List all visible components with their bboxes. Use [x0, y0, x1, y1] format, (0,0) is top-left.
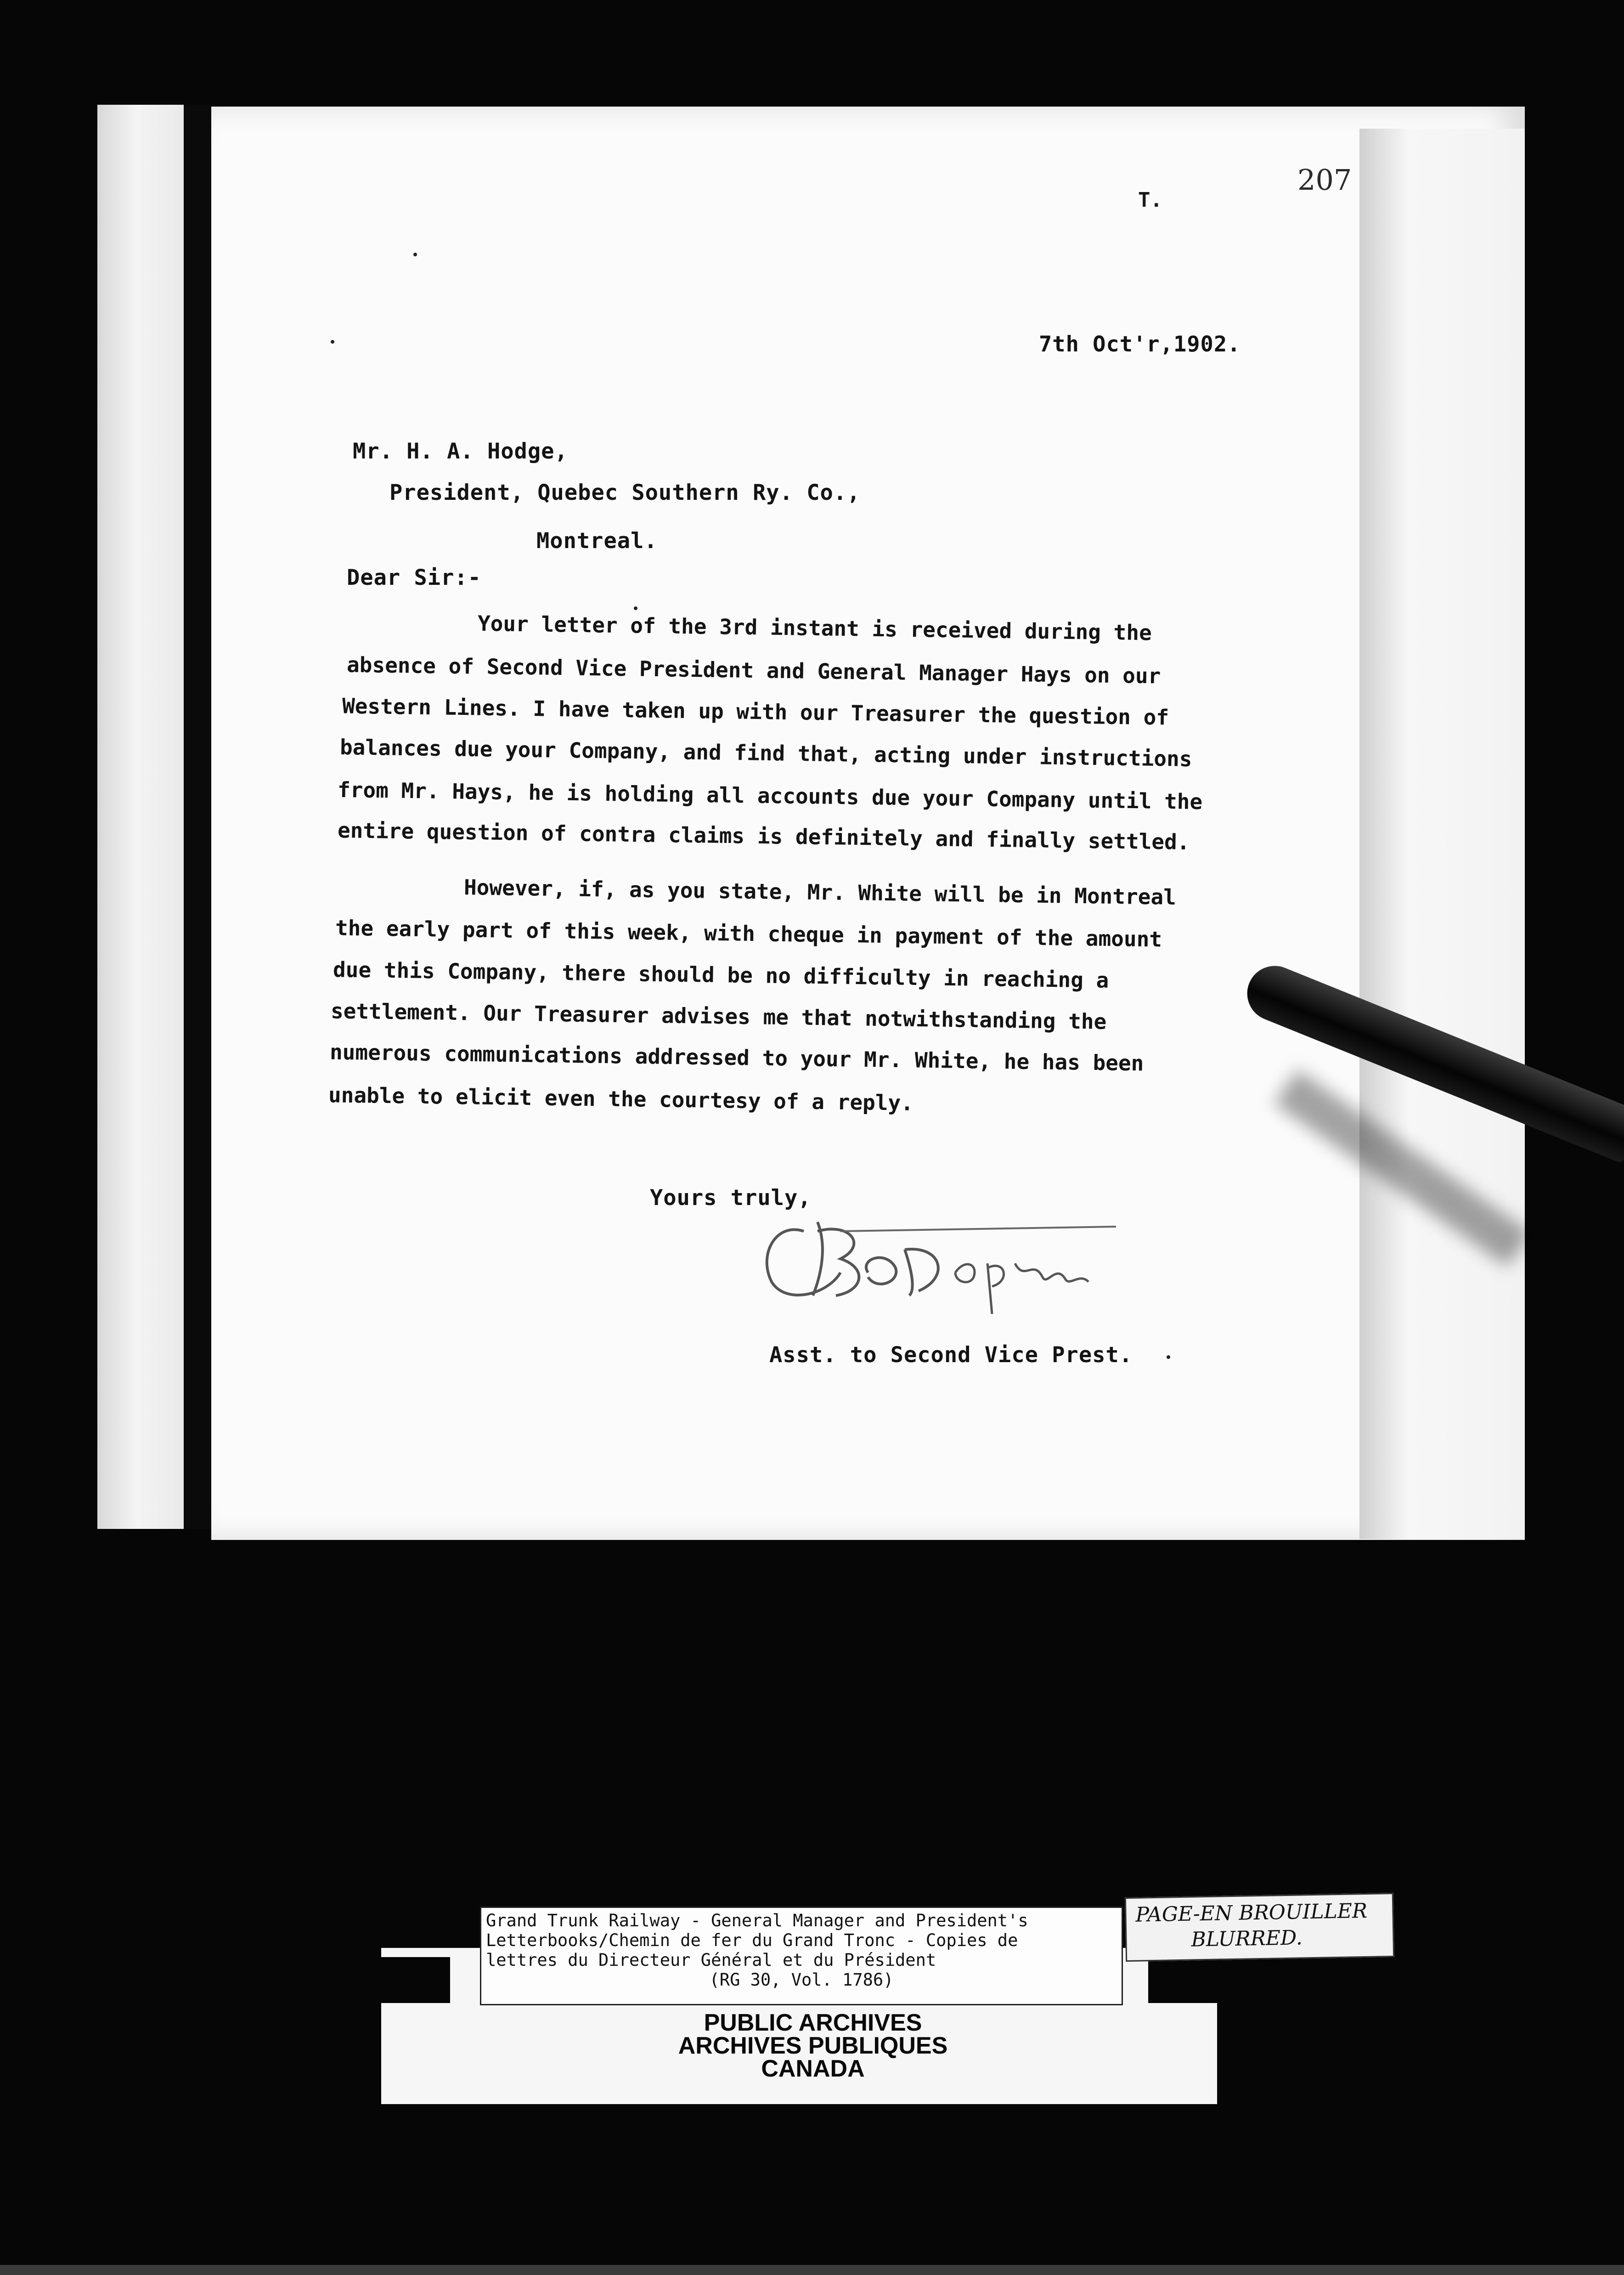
archive-info-line: (RG 30, Vol. 1786) — [709, 1970, 894, 1990]
body-line: entire question of contra claims is definitely and finally settled. — [337, 818, 1190, 855]
recipient-name: Mr. H. A. Hodge, — [353, 439, 568, 464]
body-line: absence of Second Vice President and General Manager Hays on our — [346, 652, 1161, 689]
blurred-page-note — [1125, 1893, 1394, 1962]
body-line: the early part of this week, with cheque in payment of the amount — [335, 915, 1162, 952]
signer-title: Asst. to Second Vice Prest. — [769, 1342, 1133, 1368]
body-line: due this Company, there should be no difficulty in reaching a — [333, 957, 1109, 993]
body-line: However, if, as you state, Mr. White will be in Montreal — [463, 875, 1177, 910]
body-line: numerous communications addressed to your Mr. White, he has been — [329, 1039, 1144, 1076]
body-line: Your letter of the 3rd instant is received during the — [477, 611, 1152, 645]
note-line: BLURRED. — [1191, 1926, 1303, 1952]
initial-mark: T. — [1138, 188, 1162, 212]
note-line: PAGE-EN BROUILLER — [1135, 1899, 1368, 1927]
body-line: balances due your Company, and find that, acting under instructions — [339, 735, 1192, 771]
film-speck — [1167, 1355, 1170, 1359]
recipient-title: President, Quebec Southern Ry. Co., — [389, 480, 861, 505]
previous-page-edge — [97, 105, 196, 1529]
salutation: Dear Sir:- — [347, 565, 481, 590]
archive-title — [505, 2011, 1121, 2080]
film-speck — [413, 253, 417, 256]
body-line: from Mr. Hays, he is holding all accounts due your Company until the — [337, 777, 1203, 815]
archive-info-line: Letterbooks/Chemin de fer du Grand Tronc - Copies de — [486, 1930, 1018, 1950]
letter-date: 7th Oct'r,1902. — [1039, 332, 1241, 357]
recipient-city: Montreal. — [536, 528, 658, 554]
archive-reference-label — [480, 1907, 1123, 2005]
archive-title-line: ARCHIVES PUBLIQUES — [678, 2032, 948, 2059]
body-line: Western Lines. I have taken up with our Treasurer the question of — [342, 693, 1169, 730]
archive-info-line: lettres du Directeur Général et du Président — [486, 1950, 936, 1970]
body-line: settlement. Our Treasurer advises me that notwithstanding the — [330, 998, 1107, 1034]
next-page-edge — [1359, 129, 1525, 1539]
handwritten-signature — [749, 1204, 1139, 1323]
body-line: unable to elicit even the courtesy of a reply. — [328, 1082, 914, 1115]
archive-title-line: CANADA — [761, 2055, 865, 2082]
closing: Yours truly, — [650, 1185, 812, 1211]
page-number: 207 — [1297, 163, 1352, 197]
card-cutout-right — [1148, 1957, 1217, 2003]
film-edge — [0, 2265, 1624, 2275]
archive-title-line: PUBLIC ARCHIVES — [704, 2009, 922, 2036]
page-gutter — [184, 105, 215, 1529]
archive-info-line: Grand Trunk Railway - General Manager and President's — [486, 1911, 1028, 1930]
film-speck — [331, 340, 334, 344]
film-speck — [634, 606, 637, 610]
card-cutout-left — [381, 1957, 450, 2003]
